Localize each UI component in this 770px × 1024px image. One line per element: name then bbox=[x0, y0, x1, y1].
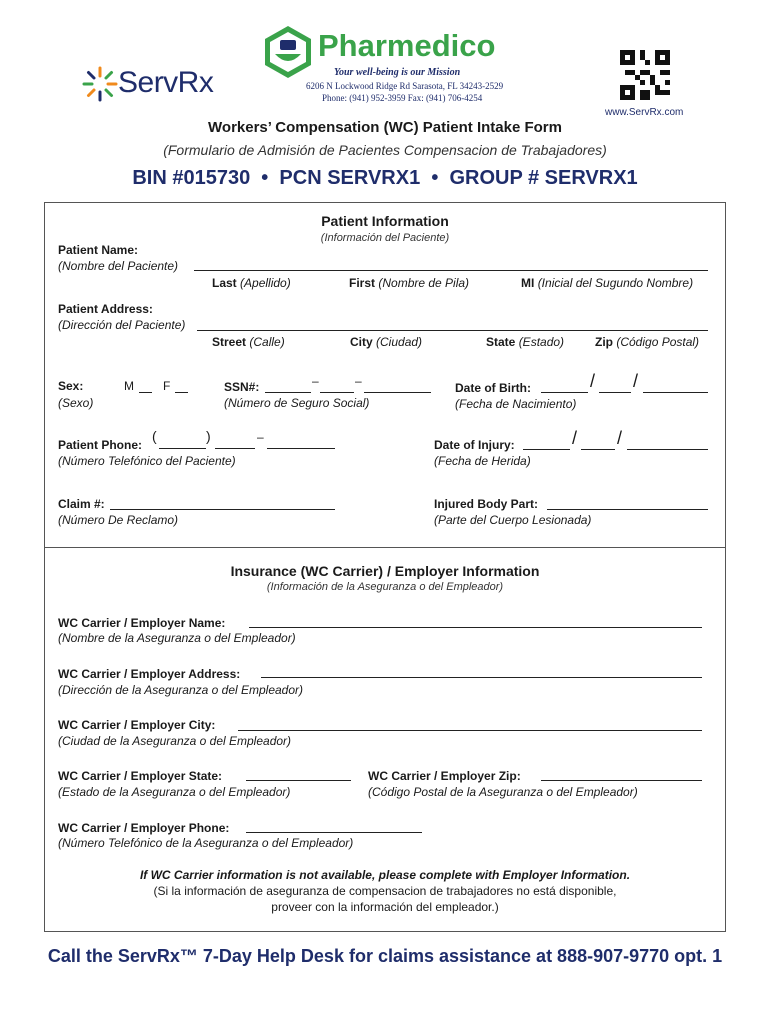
carrier-note-es-line2: proveer con la información del empleador.) bbox=[271, 900, 499, 914]
date-of-injury-label-es: (Fecha de Herida) bbox=[434, 454, 531, 468]
carrier-note-es-line1: (Si la información de aseguranza de compensacion de trabajadores no está disponible, bbox=[153, 884, 617, 898]
patient-phone-label-es: (Número Telefónico del Paciente) bbox=[58, 454, 236, 468]
servrx-burst-icon bbox=[80, 64, 120, 104]
sex-label: Sex: bbox=[58, 379, 84, 393]
dob-slash: / bbox=[633, 371, 639, 391]
dob-day-input[interactable] bbox=[599, 392, 631, 393]
phone-prefix-input[interactable] bbox=[215, 448, 255, 449]
claim-number-label: Claim #: bbox=[58, 497, 105, 511]
carrier-address-label-es: (Dirección de la Aseguranza o del Empleador) bbox=[58, 683, 304, 697]
form-title: Workers’ Compensation (WC) Patient Intake Form bbox=[208, 119, 562, 136]
injury-year-input[interactable] bbox=[627, 449, 708, 450]
carrier-city-input[interactable] bbox=[238, 730, 702, 731]
sex-f-input[interactable] bbox=[175, 392, 188, 393]
ssn-part1-input[interactable] bbox=[265, 392, 311, 393]
dob-label-es: (Fecha de Nacimiento) bbox=[455, 397, 577, 411]
phone-line-input[interactable] bbox=[267, 448, 335, 449]
patient-name-label: Patient Name: bbox=[58, 243, 139, 257]
patient-section-heading-es: (Información del Paciente) bbox=[320, 232, 450, 244]
patient-address-label: Patient Address: bbox=[58, 302, 153, 316]
phone-paren-open: ( bbox=[152, 428, 157, 444]
website-link[interactable]: www.ServRx.com bbox=[605, 107, 684, 118]
ssn-dash: – bbox=[355, 374, 362, 388]
sex-m-input[interactable] bbox=[139, 392, 152, 393]
middle-initial-caption: MI (Inicial del Sugundo Nombre) bbox=[521, 276, 694, 290]
dob-month-input[interactable] bbox=[541, 392, 588, 393]
claim-number-input[interactable] bbox=[110, 509, 335, 510]
sex-label-es: (Sexo) bbox=[58, 396, 94, 410]
carrier-state-label-es: (Estado de la Aseguranza o del Empleador) bbox=[58, 785, 291, 799]
street-caption: Street (Calle) bbox=[212, 335, 285, 349]
ssn-part2-input[interactable] bbox=[320, 392, 354, 393]
patient-address-input[interactable] bbox=[197, 330, 708, 331]
carrier-phone-input[interactable] bbox=[246, 832, 422, 833]
carrier-city-label: WC Carrier / Employer City: bbox=[58, 718, 216, 732]
injury-month-input[interactable] bbox=[523, 449, 570, 450]
claim-number-label-es: (Número De Reclamo) bbox=[58, 513, 179, 527]
patient-section-heading: Patient Information bbox=[321, 213, 449, 229]
pharmedico-emblem-icon bbox=[262, 24, 314, 80]
pharmedico-tagline: Your well-being is our Mission bbox=[334, 67, 461, 78]
phone-dash: – bbox=[257, 430, 264, 444]
injury-slash: / bbox=[617, 428, 623, 448]
carrier-name-input[interactable] bbox=[249, 627, 702, 628]
phone-area-input[interactable] bbox=[159, 448, 206, 449]
carrier-address-label: WC Carrier / Employer Address: bbox=[58, 667, 241, 681]
ssn-label-es: (Número de Seguro Social) bbox=[224, 396, 370, 410]
pharmedico-phone: Phone: (941) 952-3959 Fax: (941) 706-4254 bbox=[322, 93, 483, 103]
form-title-es: (Formulario de Admisión de Pacientes Compensacion de Trabajadores) bbox=[163, 142, 607, 158]
phone-paren-close: ) bbox=[206, 428, 211, 444]
section-divider bbox=[44, 547, 726, 548]
carrier-zip-label-es: (Código Postal de la Aseguranza o del Empleador) bbox=[368, 785, 638, 799]
date-of-injury-label: Date of Injury: bbox=[434, 438, 515, 452]
bin-pcn-group: BIN #015730 • PCN SERVRX1 • GROUP # SERVRX1 bbox=[132, 167, 638, 189]
carrier-city-label-es: (Ciudad de la Aseguranza o del Empleador) bbox=[58, 734, 292, 748]
carrier-state-label: WC Carrier / Employer State: bbox=[58, 769, 223, 783]
carrier-zip-input[interactable] bbox=[541, 780, 702, 781]
ssn-label: SSN#: bbox=[224, 380, 260, 394]
zip-caption: Zip (Código Postal) bbox=[595, 335, 700, 349]
ssn-dash: – bbox=[312, 374, 319, 388]
sex-m-option: M bbox=[124, 379, 134, 393]
pharmedico-address: 6206 N Lockwood Ridge Rd Sarasota, FL 34243-2529 bbox=[306, 81, 504, 91]
servrx-logo-text: ServRx bbox=[118, 66, 214, 99]
pharmedico-name: Pharmedico bbox=[318, 28, 496, 63]
carrier-note: If WC Carrier information is not available, please complete with Employer Information. bbox=[139, 868, 631, 882]
sex-f-option: F bbox=[163, 379, 171, 393]
carrier-phone-label: WC Carrier / Employer Phone: bbox=[58, 821, 230, 835]
ssn-part3-input[interactable] bbox=[364, 392, 431, 393]
insurance-section-heading: Insurance (WC Carrier) / Employer Information bbox=[230, 563, 540, 579]
patient-phone-label: Patient Phone: bbox=[58, 438, 143, 452]
last-name-caption: Last (Apellido) bbox=[212, 276, 291, 290]
dob-year-input[interactable] bbox=[643, 392, 708, 393]
carrier-name-label-es: (Nombre de la Aseguranza o del Empleador) bbox=[58, 631, 296, 645]
help-desk-banner: Call the ServRx™ 7-Day Help Desk for claims assistance at 888-907-9770 opt. 1 bbox=[47, 946, 723, 966]
pharmedico-logo bbox=[262, 24, 512, 108]
injured-body-part-label-es: (Parte del Cuerpo Lesionada) bbox=[434, 513, 592, 527]
state-caption: State (Estado) bbox=[486, 335, 565, 349]
patient-address-label-es: (Dirección del Paciente) bbox=[58, 318, 186, 332]
carrier-address-input[interactable] bbox=[261, 677, 702, 678]
qr-code[interactable] bbox=[620, 50, 670, 100]
injury-slash: / bbox=[572, 428, 578, 448]
injured-body-part-label: Injured Body Part: bbox=[434, 497, 539, 511]
city-caption: City (Ciudad) bbox=[350, 335, 423, 349]
carrier-zip-label: WC Carrier / Employer Zip: bbox=[368, 769, 521, 783]
dob-label: Date of Birth: bbox=[455, 381, 531, 395]
injury-day-input[interactable] bbox=[581, 449, 615, 450]
dob-slash: / bbox=[590, 371, 596, 391]
patient-name-input[interactable] bbox=[194, 270, 708, 271]
patient-name-label-es: (Nombre del Paciente) bbox=[58, 259, 179, 273]
insurance-section-heading-es: (Información de la Aseguranza o del Empleador) bbox=[266, 581, 504, 593]
servrx-logo bbox=[80, 62, 220, 108]
carrier-phone-label-es: (Número Telefónico de la Aseguranza o del Empleador) bbox=[58, 836, 354, 850]
carrier-state-input[interactable] bbox=[246, 780, 351, 781]
carrier-name-label: WC Carrier / Employer Name: bbox=[58, 616, 226, 630]
first-name-caption: First (Nombre de Pila) bbox=[349, 276, 470, 290]
injured-body-part-input[interactable] bbox=[547, 509, 708, 510]
